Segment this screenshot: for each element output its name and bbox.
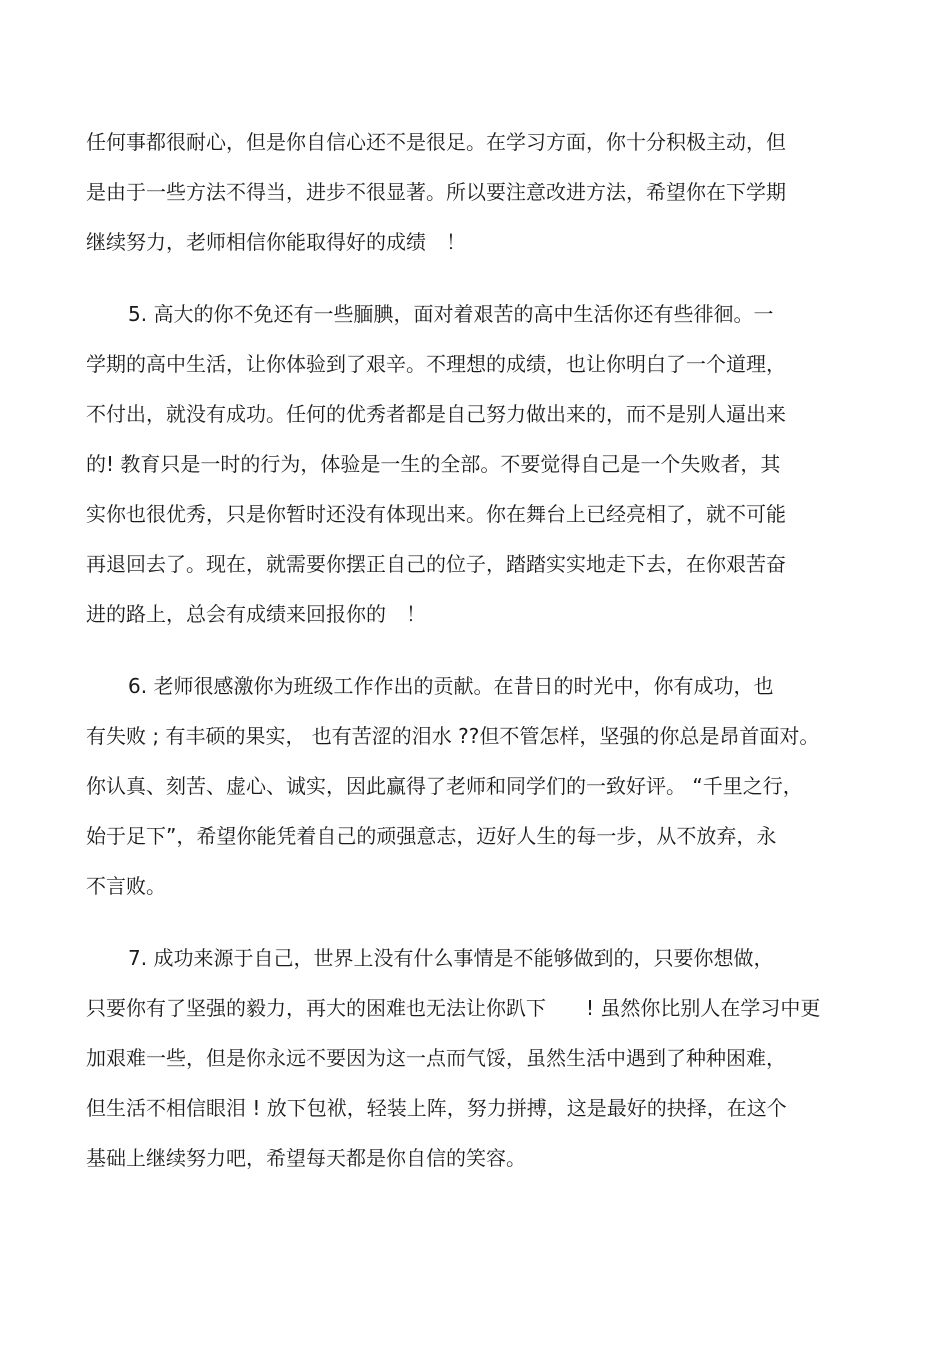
text-line: 学期的高中生活，让你体验到了艰辛。不理想的成绩，也让你明白了一个道理，: [86, 352, 786, 376]
text-line: 5. 高大的你不免还有一些腼腆，面对着艰苦的高中生活你还有些徘徊。一: [128, 302, 774, 326]
text-line: 继续努力，老师相信你能取得好的成绩 ！: [86, 230, 466, 254]
text-line: 任何事都很耐心，但是你自信心还不是很足。在学习方面，你十分积极主动，但: [86, 130, 786, 154]
text-line: 只要你有了坚强的毅力，再大的困难也无法让你趴下 ! 虽然你比别人在学习中更: [86, 996, 821, 1020]
text-line: 但生活不相信眼泪 ! 放下包袱，轻装上阵，努力拼搏，这是最好的抉择，在这个: [86, 1096, 787, 1120]
text-line: 有失败 ; 有丰硕的果实， 也有苦涩的泪水 ??但不管怎样，坚强的你总是昂首面对。: [86, 724, 820, 748]
text-line: 再退回去了。现在，就需要你摆正自己的位子，踏踏实实地走下去，在你艰苦奋: [86, 552, 786, 576]
text-line: 6. 老师很感激你为班级工作作出的贡献。在昔日的时光中，你有成功，也: [128, 674, 774, 698]
text-line: 不付出，就没有成功。任何的优秀者都是自己努力做出来的，而不是别人逼出来: [86, 402, 786, 426]
text-line: 不言败。: [86, 874, 166, 898]
text-line: 加艰难一些，但是你永远不要因为这一点而气馁，虽然生活中遇到了种种困难，: [86, 1046, 786, 1070]
text-line: 7. 成功来源于自己，世界上没有什么事情是不能够做到的，只要你想做，: [128, 946, 774, 970]
text-line: 的! 教育只是一时的行为，体验是一生的全部。不要觉得自己是一个失败者，其: [86, 452, 781, 476]
text-line: 你认真、刻苦、虚心、诚实，因此赢得了老师和同学们的一致好评。 “千里之行，: [86, 774, 803, 798]
text-line: 基础上继续努力吧，希望每天都是你自信的笑容。: [86, 1146, 526, 1170]
text-line: 进的路上，总会有成绩来回报你的 ！: [86, 602, 426, 626]
text-line: 是由于一些方法不得当，进步不很显著。所以要注意改进方法，希望你在下学期: [86, 180, 786, 204]
text-line: 实你也很优秀，只是你暂时还没有体现出来。你在舞台上已经亮相了，就不可能: [86, 502, 786, 526]
text-line: 始于足下”，希望你能凭着自己的顽强意志，迈好人生的每一步，从不放弃，永: [86, 824, 777, 848]
